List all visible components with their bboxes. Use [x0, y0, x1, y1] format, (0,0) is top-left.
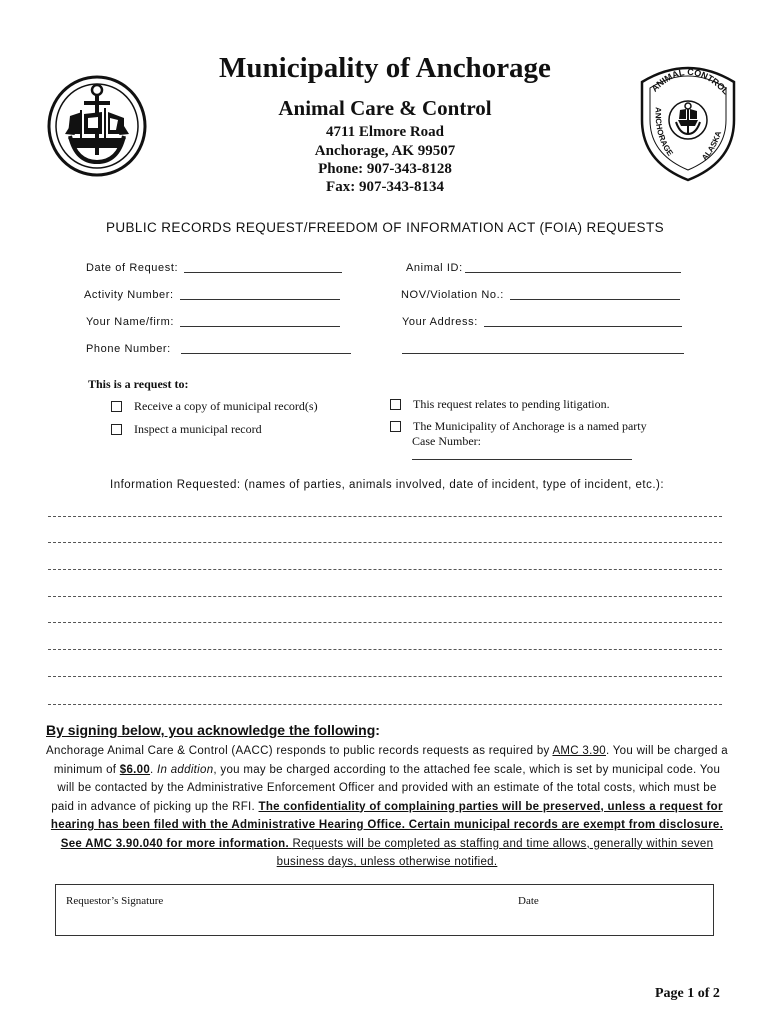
- address-street: 4711 Elmore Road: [325, 124, 445, 140]
- request-type-title: This is a request to:: [88, 377, 189, 391]
- name-firm-field[interactable]: [86, 316, 340, 328]
- address-line-2[interactable]: [402, 344, 684, 354]
- activity-number-label: Activity Number:: [84, 289, 174, 301]
- date-of-request-label: Date of Request:: [86, 262, 179, 274]
- violation-number-line[interactable]: [510, 290, 680, 300]
- address-city: Anchorage, AK 99507: [314, 143, 456, 159]
- page-title: Municipality of Anchorage: [219, 52, 551, 84]
- copy-record-checkbox[interactable]: [111, 401, 122, 412]
- info-line-1[interactable]: [48, 516, 722, 517]
- ack-part-5: Requests will be completed as staffing and time allows, generally within seven business days, unless otherwise notified.: [276, 837, 714, 868]
- in-addition-text: In addition: [157, 763, 214, 776]
- case-number-label: Case Number:: [412, 434, 481, 448]
- badge-left-text: ANCHORAGE: [653, 106, 675, 158]
- address-phone: Phone: 907-343-8128: [318, 161, 452, 177]
- info-line-6[interactable]: [48, 649, 722, 650]
- option-pending-litigation[interactable]: [390, 397, 610, 412]
- phone-number-line[interactable]: [181, 344, 351, 354]
- inspect-record-checkbox[interactable]: [111, 424, 122, 435]
- signature-box[interactable]: [55, 884, 714, 936]
- animal-id-label: Animal ID:: [406, 262, 463, 274]
- option-named-party[interactable]: [390, 419, 647, 434]
- address-field[interactable]: [402, 316, 682, 328]
- name-firm-label: Your Name/firm:: [86, 316, 175, 328]
- date-of-request-line[interactable]: [184, 263, 342, 273]
- address-continued-field[interactable]: [402, 343, 684, 355]
- info-line-4[interactable]: [48, 596, 722, 597]
- ack-part-4: , you may be charged according to the attached fee scale, which is set by municipal code. You will be contacted by the Administrative Enforcement Officer and provided with an estimate of the total costs, which must be paid in advance of picking up the RFI.: [51, 763, 721, 813]
- option-inspect-record[interactable]: [111, 422, 262, 437]
- info-line-8[interactable]: [48, 704, 722, 705]
- copy-record-label: Receive a copy of municipal record(s): [134, 399, 318, 413]
- amc-link[interactable]: AMC 3.90: [552, 745, 606, 757]
- violation-number-label: NOV/Violation No.:: [401, 289, 504, 301]
- acknowledgement-title-colon: :: [375, 722, 380, 738]
- inspect-record-label: Inspect a municipal record: [134, 422, 262, 436]
- department-name: Animal Care & Control: [278, 96, 492, 120]
- pending-litigation-label: This request relates to pending litigation.: [413, 397, 610, 411]
- information-requested-label: Information Requested: (names of parties, animals involved, date of incident, type of incident, etc.):: [110, 479, 665, 491]
- pending-litigation-checkbox[interactable]: [390, 399, 401, 410]
- address-fax: Fax: 907-343-8134: [326, 179, 444, 195]
- ack-part-3: .: [150, 763, 158, 776]
- option-copy-record[interactable]: [111, 399, 318, 414]
- info-line-3[interactable]: [48, 569, 722, 570]
- acknowledgement-title: [46, 722, 380, 738]
- violation-number-field[interactable]: [401, 289, 680, 301]
- badge-top-text: ANIMAL CONTROL: [649, 66, 731, 97]
- form-heading: PUBLIC RECORDS REQUEST/FREEDOM OF INFORMATION ACT (FOIA) REQUESTS: [105, 220, 665, 235]
- info-line-5[interactable]: [48, 622, 722, 623]
- acknowledgement-text: [46, 742, 728, 872]
- animal-id-line[interactable]: [465, 263, 681, 273]
- acknowledgement-title-text: By signing below, you acknowledge the following: [46, 722, 376, 738]
- requestor-signature-label: Requestor’s Signature: [66, 895, 164, 907]
- ack-part-1: Anchorage Animal Care & Control (AACC) responds to public records requests as required by: [46, 745, 553, 757]
- case-number-line[interactable]: [412, 459, 632, 460]
- phone-number-field[interactable]: [86, 343, 351, 355]
- named-party-checkbox[interactable]: [390, 421, 401, 432]
- confidentiality-notice: The confidentiality of complaining parties will be preserved, unless a request for hearing has been filed with the Administrative Hearing Office. Certain municipal records are exempt from disclosure. See AMC 3.90.040 for more information.: [50, 800, 724, 850]
- activity-number-line[interactable]: [180, 290, 340, 300]
- ack-part-2: . You will be charged a minimum of: [53, 745, 728, 776]
- minimum-fee: $6.00: [119, 763, 151, 776]
- address-line-1[interactable]: [484, 317, 682, 327]
- info-line-7[interactable]: [48, 676, 722, 677]
- page-number: Page 1 of 2: [655, 986, 720, 1001]
- activity-number-field[interactable]: [84, 289, 340, 301]
- info-line-2[interactable]: [48, 542, 722, 543]
- animal-id-field[interactable]: [406, 262, 681, 274]
- date-of-request-field[interactable]: [86, 262, 342, 274]
- address-label: Your Address:: [402, 316, 478, 328]
- name-firm-line[interactable]: [180, 317, 340, 327]
- named-party-label: The Municipality of Anchorage is a named party: [413, 419, 647, 433]
- badge-right-text: ALASKA: [699, 129, 724, 163]
- signature-date-label: Date: [518, 895, 539, 907]
- phone-number-label: Phone Number:: [86, 343, 171, 355]
